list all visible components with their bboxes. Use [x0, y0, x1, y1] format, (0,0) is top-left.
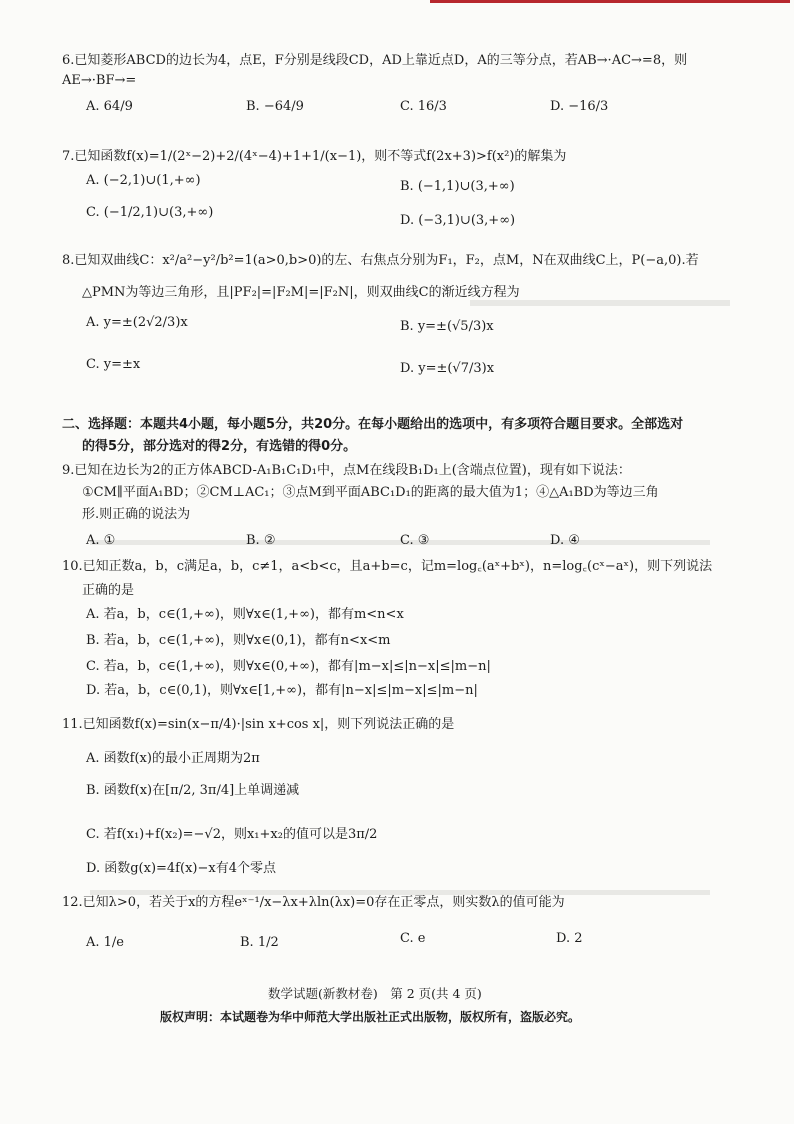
question-9-option-b: B. ②: [246, 533, 276, 548]
question-9-line-1: 9.已知在边长为2的正方体ABCD-A₁B₁C₁D₁中，点M在线段B₁D₁上(含端点位置)，现有如下说法：: [62, 463, 631, 478]
section-2-heading-line-1: 二、选择题：本题共4小题，每小题5分，共20分。在每小题给出的选项中，有多项符合题目要求。全部选对: [62, 417, 684, 432]
section-2-heading-line-2: 的得5分，部分选对的得2分，有选错的得0分。: [82, 439, 357, 454]
copyright-notice: 版权声明：本试题卷为华中师范大学出版社正式出版物，版权所有，盗版必究。: [160, 1010, 581, 1024]
question-7-line-1: 7.已知函数f(x)=1/(2ˣ−2)+2/(4ˣ−4)+1+1/(x−1)，则不等式f(2x+3)>f(x²)的解集为: [62, 149, 567, 164]
question-11-option-d: D. 函数g(x)=4f(x)−x有4个零点: [86, 861, 276, 876]
question-8-option-a: A. y=±(2√2/3)x: [86, 315, 188, 330]
question-6-option-c: C. 16/3: [400, 99, 447, 114]
question-12-option-d: D. 2: [556, 931, 583, 946]
question-10-option-c: C. 若a，b，c∈(1,+∞)，则∀x∈(0,+∞)，都有|m−x|≤|n−x|≤|m−n|: [86, 659, 491, 674]
top-red-line: [430, 0, 790, 3]
question-10-line-1: 10.已知正数a，b，c满足a，b，c≠1，a<b<c，且a+b=c，记m=log꜀(aˣ+bˣ)，n=log꜀(cˣ−aˣ)，则下列说法: [62, 559, 713, 574]
question-7-option-d: D. (−3,1)∪(3,+∞): [400, 213, 516, 228]
question-12-option-b: B. 1/2: [240, 935, 279, 950]
question-12-option-c: C. e: [400, 931, 426, 946]
question-6-option-a: A. 64/9: [86, 99, 133, 114]
question-9-option-a: A. ①: [86, 533, 116, 548]
question-7-option-b: B. (−1,1)∪(3,+∞): [400, 179, 515, 194]
question-9-option-d: D. ④: [550, 533, 580, 548]
question-10-option-d: D. 若a，b，c∈(0,1)，则∀x∈[1,+∞)，都有|n−x|≤|m−x|≤|m−n|: [86, 683, 478, 698]
question-6-line-2: AE→·BF→=: [62, 73, 137, 88]
question-6-option-b: B. −64/9: [246, 99, 304, 114]
question-8-option-b: B. y=±(√5/3)x: [400, 319, 494, 334]
question-10-option-b: B. 若a，b，c∈(1,+∞)，则∀x∈(0,1)，都有n<x<m: [86, 633, 391, 648]
question-11-line-1: 11.已知函数f(x)=sin(x−π/4)·|sin x+cos x|，则下列说法正确的是: [62, 717, 455, 732]
question-9-line-3: 形.则正确的说法为: [82, 507, 191, 522]
question-12-line-1: 12.已知λ>0，若关于x的方程eˣ⁻¹/x−λx+λln(λx)=0存在正零点，则实数λ的值可能为: [62, 895, 565, 910]
question-9-line-2: ①CM∥平面A₁BD；②CM⊥AC₁；③点M到平面ABC₁D₁的距离的最大值为1；④△A₁BD为等边三角: [82, 485, 659, 500]
question-7-option-a: A. (−2,1)∪(1,+∞): [86, 173, 201, 188]
question-8-option-d: D. y=±(√7/3)x: [400, 361, 495, 376]
question-8-line-1: 8.已知双曲线C：x²/a²−y²/b²=1(a>0,b>0)的左、右焦点分别为F₁，F₂，点M，N在双曲线C上，P(−a,0).若: [62, 253, 699, 268]
question-7-option-c: C. (−1/2,1)∪(3,+∞): [86, 205, 214, 220]
question-9-option-c: C. ③: [400, 533, 430, 548]
question-10-option-a: A. 若a，b，c∈(1,+∞)，则∀x∈(1,+∞)，都有m<n<x: [86, 607, 404, 622]
question-11-option-b: B. 函数f(x)在[π/2, 3π/4]上单调递减: [86, 783, 300, 798]
question-11-option-a: A. 函数f(x)的最小正周期为2π: [86, 751, 260, 766]
question-12-option-a: A. 1/e: [86, 935, 124, 950]
question-10-line-2: 正确的是: [82, 583, 135, 598]
question-6-option-d: D. −16/3: [550, 99, 609, 114]
page-number-footer: 数学试题(新教材卷) 第 2 页(共 4 页): [268, 986, 482, 1001]
question-11-option-c: C. 若f(x₁)+f(x₂)=−√2，则x₁+x₂的值可以是3π/2: [86, 827, 378, 842]
question-8-option-c: C. y=±x: [86, 357, 141, 372]
question-8-line-2: △PMN为等边三角形，且|PF₂|=|F₂M|=|F₂N|，则双曲线C的渐近线方程为: [82, 285, 520, 300]
question-6-line-1: 6.已知菱形ABCD的边长为4，点E，F分别是线段CD，AD上靠近点D，A的三等分点，若AB→·AC→=8，则: [62, 53, 688, 68]
